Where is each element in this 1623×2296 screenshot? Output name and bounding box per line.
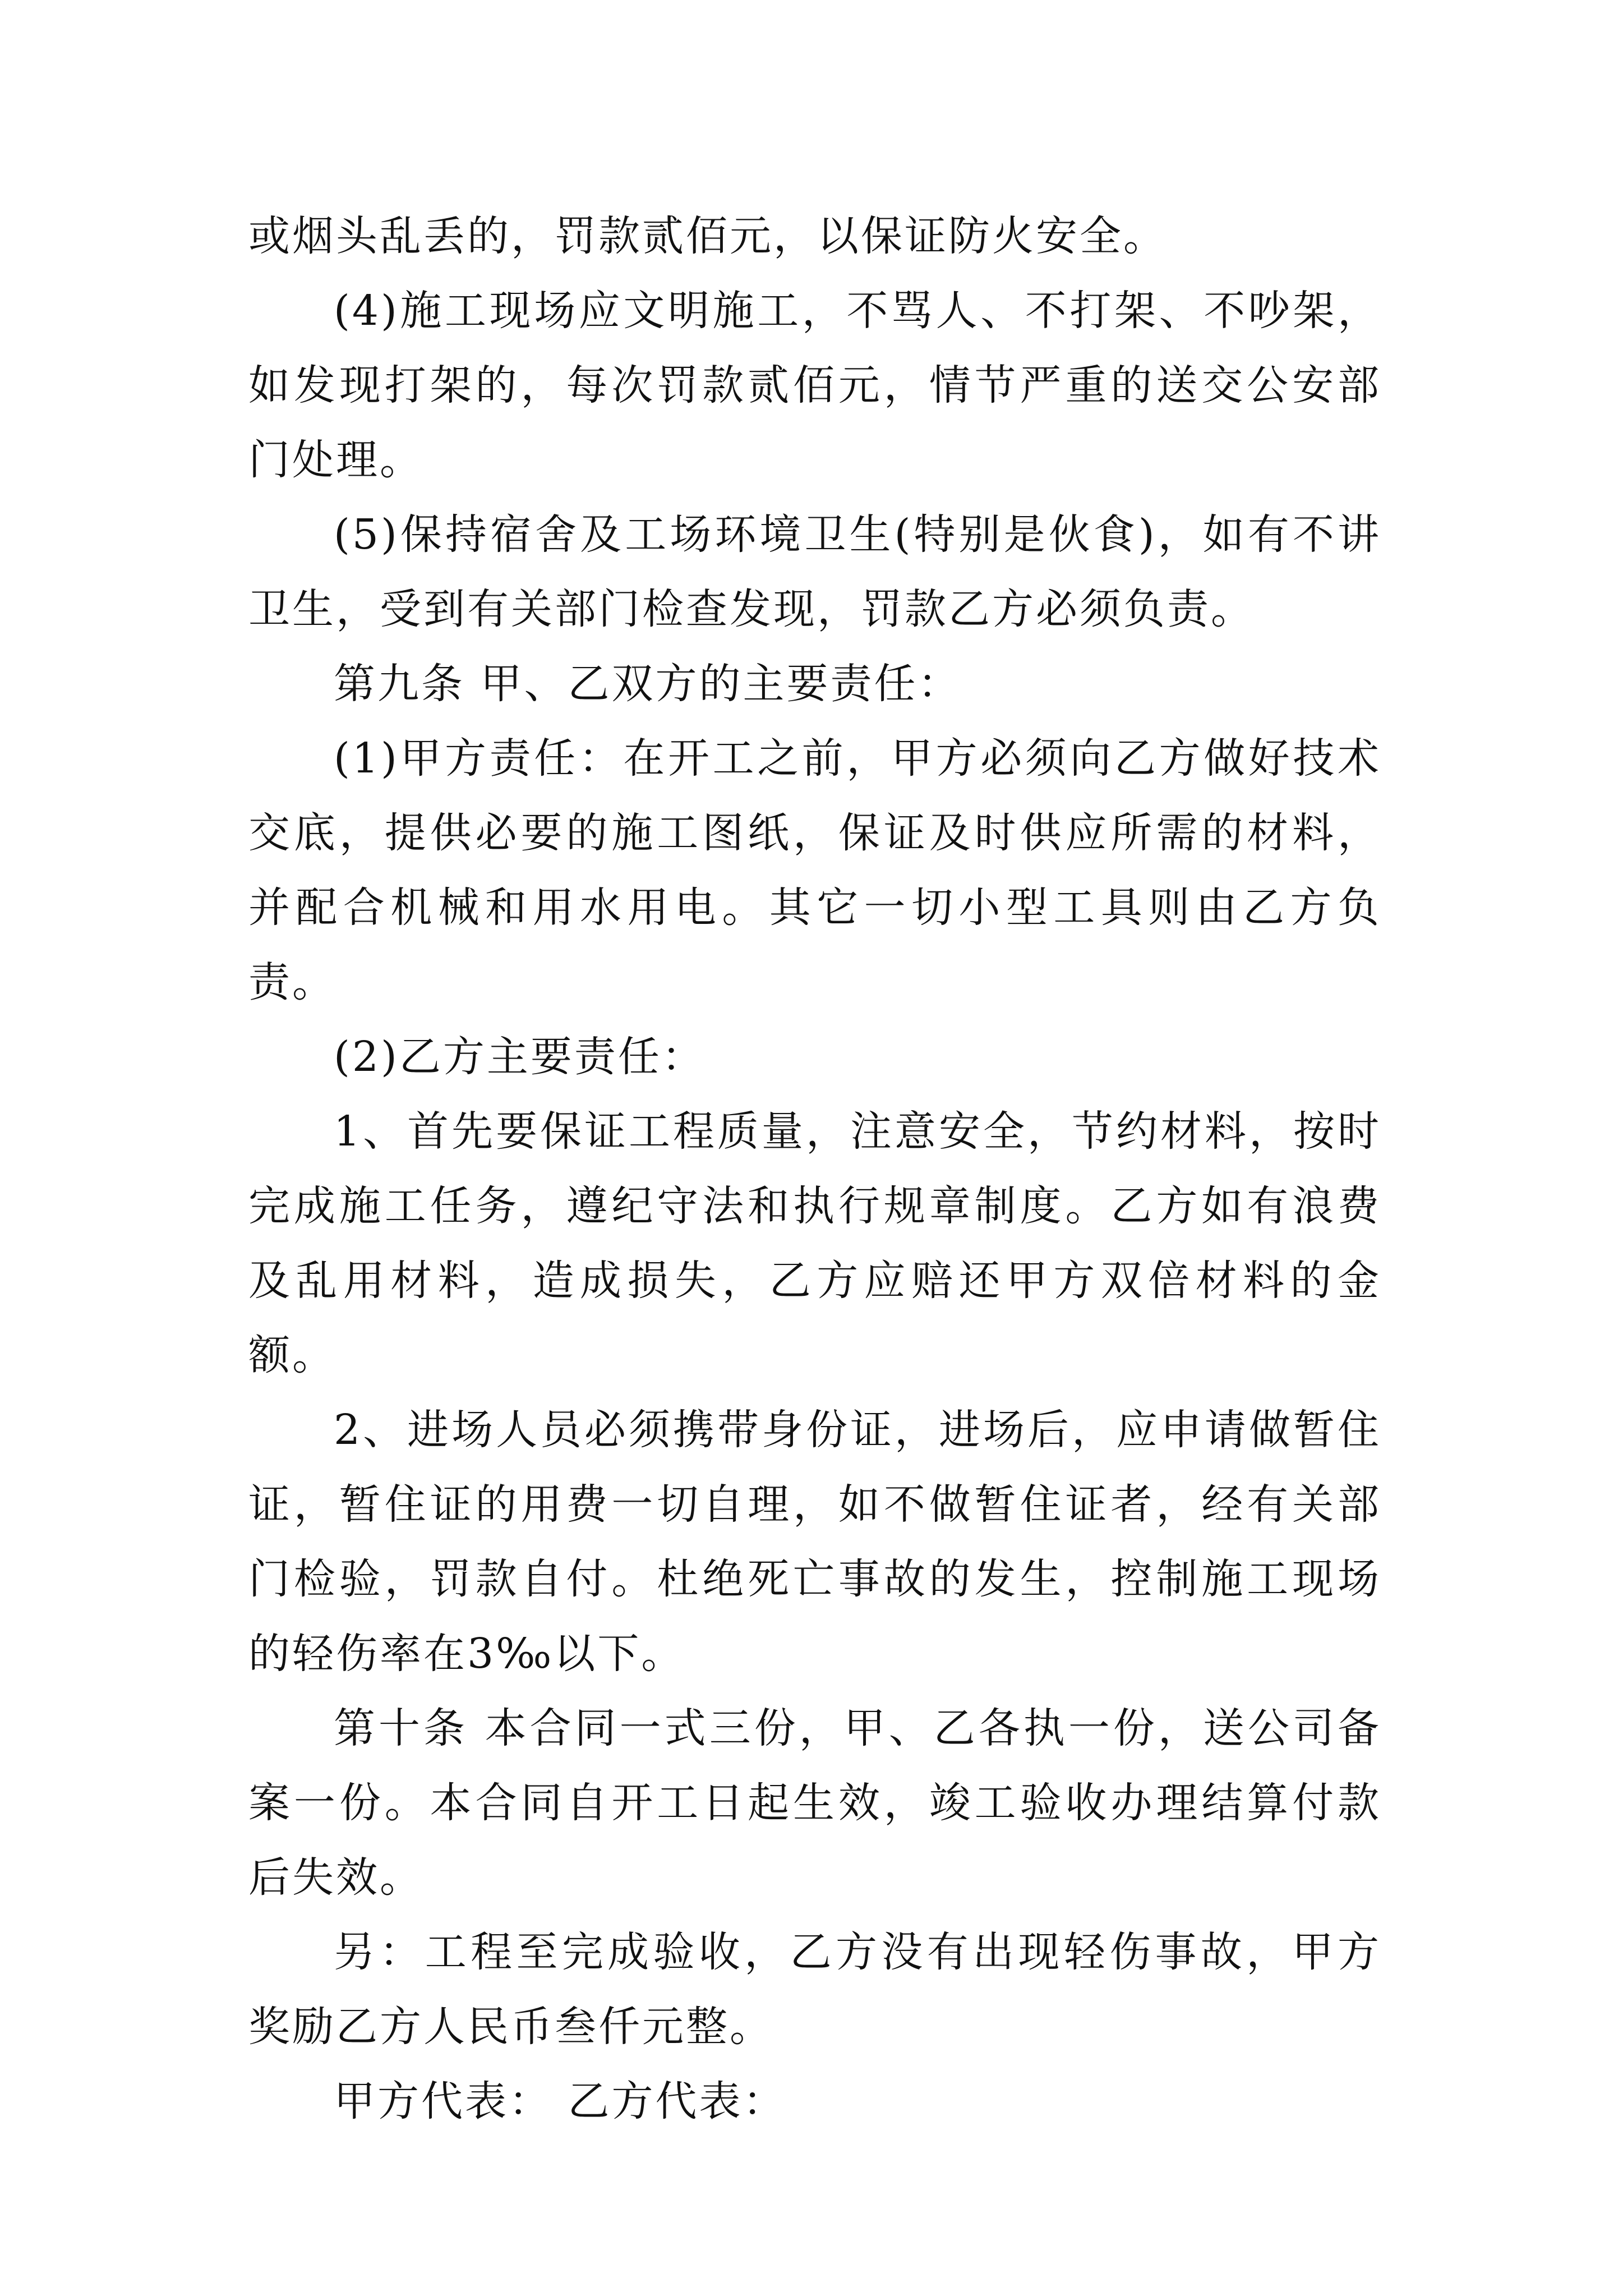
paragraph-bonus-note: 另：工程至完成验收，乙方没有出现轻伤事故，甲方奖励乙方人民币叁仟元整。 (248, 1928, 1381, 2051)
paragraph-article-9-heading: 第九条 甲、乙双方的主要责任： (334, 660, 962, 708)
paragraph-clause-4-civilized-construction: (4)施工现场应文明施工，不骂人、不打架、不吵架，如发现打架的，每次罚款贰佰元，情节严重的送交公安部门处理。 (248, 287, 1381, 484)
paragraph-clause-5-hygiene: (5)保持宿舍及工场环境卫生(特别是伙食)，如有不讲卫生，受到有关部门检查发现，罚款乙方必须负责。 (248, 510, 1381, 633)
paragraph-party-a-responsibility: (1)甲方责任：在开工之前，甲方必须向乙方做好技术交底，提供必要的施工图纸，保证及时供应所需的材料，并配合机械和用水用电。其它一切小型工具则由乙方负责。 (248, 734, 1381, 1006)
paragraph-article-10: 第十条 本合同一式三份，甲、乙各执一份，送公司备案一份。本合同自开工日起生效，竣工验收办理结算付款后失效。 (248, 1704, 1381, 1902)
paragraph-party-b-item-2: 2、进场人员必须携带身份证，进场后，应申请做暂住证，暂住证的用费一切自理，如不做暂住证者，经有关部门检验，罚款自付。杜绝死亡事故的发生，控制施工现场的轻伤率在3‰以下。 (248, 1406, 1381, 1678)
document-body (248, 199, 1381, 2139)
paragraph-fire-safety-continued: 或烟头乱丢的，罚款贰佰元，以保证防火安全。 (248, 212, 1167, 260)
paragraph-party-b-item-1: 1、首先要保证工程质量，注意安全，节约材料，按时完成施工任务，遵纪守法和执行规章制度。乙方如有浪费及乱用材料，造成损失，乙方应赔还甲方双倍材料的金额。 (248, 1107, 1381, 1379)
paragraph-party-b-heading: (2)乙方主要责任： (334, 1033, 706, 1081)
paragraph-signature-line: 甲方代表： 乙方代表： (334, 2077, 787, 2125)
